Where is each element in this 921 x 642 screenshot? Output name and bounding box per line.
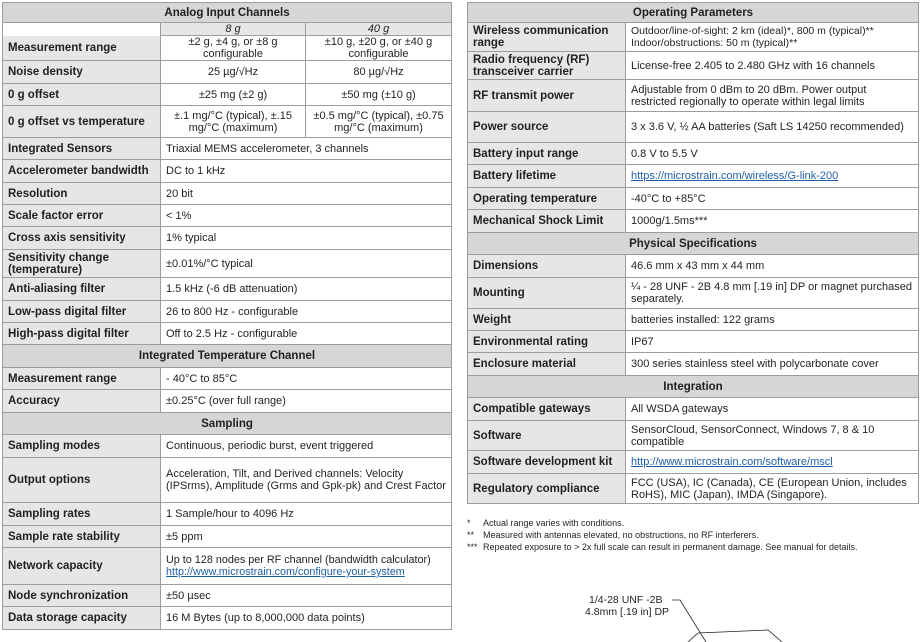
spec-value xyxy=(626,23,919,52)
spec-value xyxy=(161,548,452,585)
spec-label: Regulatory compliance xyxy=(468,474,626,504)
spec-label: Scale factor error xyxy=(3,205,161,227)
footnotes xyxy=(467,517,919,553)
spec-label: Weight xyxy=(468,309,626,331)
spec-label: Sampling rates xyxy=(3,503,161,526)
spec-value: 1.5 kHz (-6 dB attenuation) xyxy=(161,278,452,301)
spec-label: Enclosure material xyxy=(468,353,626,376)
spec-value: Continuous, periodic burst, event triggered xyxy=(161,435,452,458)
spec-value xyxy=(626,451,919,474)
spec-label: Radio frequency (RF) transceiver carrier xyxy=(468,52,626,80)
spec-value: Triaxial MEMS accelerometer, 3 channels xyxy=(161,138,452,160)
spec-value-8g: ±.1 mg/°C (typical), ±.15 mg/°C (maximum) xyxy=(161,106,306,138)
spec-label: Sample rate stability xyxy=(3,526,161,548)
spec-value: ±50 µsec xyxy=(161,585,452,607)
section-analog-input: Analog Input Channels xyxy=(3,3,452,23)
spec-label: Environmental rating xyxy=(468,331,626,353)
spec-value: 3 x 3.6 V, ½ AA batteries (Saft LS 14250 recommended) xyxy=(626,112,919,143)
spec-value xyxy=(626,165,919,188)
spec-label: Dimensions xyxy=(468,255,626,278)
spec-value: 0.8 V to 5.5 V xyxy=(626,143,919,165)
thread-spec-label: 1/4-28 UNF -2B xyxy=(589,594,663,606)
spec-label: Measurement range xyxy=(3,368,161,390)
thread-depth-label: 4.8mm [.19 in] DP xyxy=(585,606,670,618)
spec-label: Wireless communication range xyxy=(468,23,626,52)
spec-label: Resolution xyxy=(3,183,161,205)
wireless-range-indoor: Indoor/obstructions: 50 m (typical)** xyxy=(631,37,798,49)
network-capacity-text: Up to 128 nodes per RF channel (bandwidth calculator) xyxy=(166,554,431,566)
footnote xyxy=(467,541,919,553)
spec-label: Output options xyxy=(3,458,161,503)
spec-value: Off to 2.5 Hz - configurable xyxy=(161,323,452,345)
spec-label: RF transmit power xyxy=(468,80,626,112)
spec-value-40g: ±50 mg (±10 g) xyxy=(306,84,452,106)
spec-value: License-free 2.405 to 2.480 GHz with 16 channels xyxy=(626,52,919,80)
spec-label: Power source xyxy=(468,112,626,143)
operating-spec-table xyxy=(467,2,919,504)
column-header-40g: 40 g xyxy=(306,23,452,36)
spec-value: < 1% xyxy=(161,205,452,227)
mounting-drawing xyxy=(560,586,860,642)
spec-value: 46.6 mm x 43 mm x 44 mm xyxy=(626,255,919,278)
spec-label: Sensitivity change (temperature) xyxy=(3,250,161,278)
spec-label: Noise density xyxy=(3,61,161,84)
footnote-mark: ** xyxy=(467,530,475,540)
spec-value: 1 Sample/hour to 4096 Hz xyxy=(161,503,452,526)
spec-value: 1000g/1.5ms*** xyxy=(626,210,919,233)
spec-value: ±0.25°C (over full range) xyxy=(161,390,452,413)
spec-value: Adjustable from 0 dBm to 20 dBm. Power output restricted regionally to operate within legal limits xyxy=(626,80,919,112)
spec-value: 16 M Bytes (up to 8,000,000 data points) xyxy=(161,607,452,630)
section-integration: Integration xyxy=(468,376,919,398)
spec-label: Measurement range xyxy=(3,36,161,61)
spec-value-40g: ±10 g, ±20 g, or ±40 g configurable xyxy=(306,36,452,61)
section-physical-specifications: Physical Specifications xyxy=(468,233,919,255)
spec-value: ¼ - 28 UNF - 2B 4.8 mm [.19 in] DP or magnet purchased separately. xyxy=(626,278,919,309)
mscl-software-link[interactable]: http://www.microstrain.com/software/mscl xyxy=(631,456,833,468)
spec-value-8g: 25 µg/√Hz xyxy=(161,61,306,84)
spec-value: All WSDA gateways xyxy=(626,398,919,421)
spec-label: Accuracy xyxy=(3,390,161,413)
footnote-mark: * xyxy=(467,518,471,528)
spec-label: Operating temperature xyxy=(468,188,626,210)
footnote-mark: *** xyxy=(467,542,478,552)
spec-value: 26 to 800 Hz - configurable xyxy=(161,301,452,323)
spec-label: Mechanical Shock Limit xyxy=(468,210,626,233)
spec-value: 300 series stainless steel with polycarbonate cover xyxy=(626,353,919,376)
spec-label: Sampling modes xyxy=(3,435,161,458)
footnote xyxy=(467,529,919,541)
spec-value-40g: ±0.5 mg/°C (typical), ±0.75 mg/°C (maximum) xyxy=(306,106,452,138)
spec-label: Battery lifetime xyxy=(468,165,626,188)
spec-label: Cross axis sensitivity xyxy=(3,227,161,250)
configure-system-link[interactable]: http://www.microstrain.com/configure-your-system xyxy=(166,566,405,578)
spec-value: - 40°C to 85°C xyxy=(161,368,452,390)
footnote-text: Measured with antennas elevated, no obstructions, no RF interferers. xyxy=(483,530,759,540)
spec-label: Data storage capacity xyxy=(3,607,161,630)
spec-label: 0 g offset xyxy=(3,84,161,106)
operating-spec-column xyxy=(467,2,918,504)
column-header-8g: 8 g xyxy=(161,23,306,36)
spec-label: Mounting xyxy=(468,278,626,309)
spec-value-8g: ±25 mg (±2 g) xyxy=(161,84,306,106)
mounting-outline xyxy=(560,586,860,642)
spec-label: Network capacity xyxy=(3,548,161,585)
spec-value: FCC (USA), IC (Canada), CE (European Union, includes RoHS), MIC (Japan), IMDA (Singapore). xyxy=(626,474,919,504)
spec-value-40g: 80 µg/√Hz xyxy=(306,61,452,84)
spec-value: SensorCloud, SensorConnect, Windows 7, 8 & 10 compatible xyxy=(626,421,919,451)
spec-value: Acceleration, Tilt, and Derived channels: Velocity (IPSrms), Amplitude (Grms and Gpk-pk) and Crest Factor xyxy=(161,458,452,503)
spec-label: Node synchronization xyxy=(3,585,161,607)
footnote-text: Repeated exposure to > 2x full scale can result in permanent damage. See manual for details. xyxy=(483,542,858,552)
spec-label: Battery input range xyxy=(468,143,626,165)
spec-value: 20 bit xyxy=(161,183,452,205)
footnote-text: Actual range varies with conditions. xyxy=(483,518,625,528)
spec-value: 1% typical xyxy=(161,227,452,250)
spec-value-8g: ±2 g, ±4 g, or ±8 g configurable xyxy=(161,36,306,61)
spec-label: Compatible gateways xyxy=(468,398,626,421)
spec-value: batteries installed: 122 grams xyxy=(626,309,919,331)
spec-label: Anti-aliasing filter xyxy=(3,278,161,301)
spec-label: Software development kit xyxy=(468,451,626,474)
footnote xyxy=(467,517,919,529)
spec-label: Accelerometer bandwidth xyxy=(3,160,161,183)
section-temperature-channel: Integrated Temperature Channel xyxy=(3,345,452,368)
spec-label: Integrated Sensors xyxy=(3,138,161,160)
header-spacer xyxy=(3,23,161,36)
spec-value: ±5 ppm xyxy=(161,526,452,548)
spec-value: IP67 xyxy=(626,331,919,353)
section-sampling: Sampling xyxy=(3,413,452,435)
section-operating-parameters: Operating Parameters xyxy=(468,3,919,23)
analog-spec-column xyxy=(2,2,451,630)
spec-value: DC to 1 kHz xyxy=(161,160,452,183)
wireless-range-outdoor: Outdoor/line-of-sight: 2 km (ideal)*, 800 m (typical)** xyxy=(631,25,874,37)
spec-label: High-pass digital filter xyxy=(3,323,161,345)
spec-label: Low-pass digital filter xyxy=(3,301,161,323)
leader-line xyxy=(672,600,706,642)
spec-label: Software xyxy=(468,421,626,451)
analog-spec-table xyxy=(2,2,452,630)
spec-value: ±0.01%/°C typical xyxy=(161,250,452,278)
battery-lifetime-link[interactable]: https://microstrain.com/wireless/G-link-200 xyxy=(631,170,839,182)
spec-value: -40°C to +85°C xyxy=(626,188,919,210)
spec-label: 0 g offset vs temperature xyxy=(3,106,161,138)
